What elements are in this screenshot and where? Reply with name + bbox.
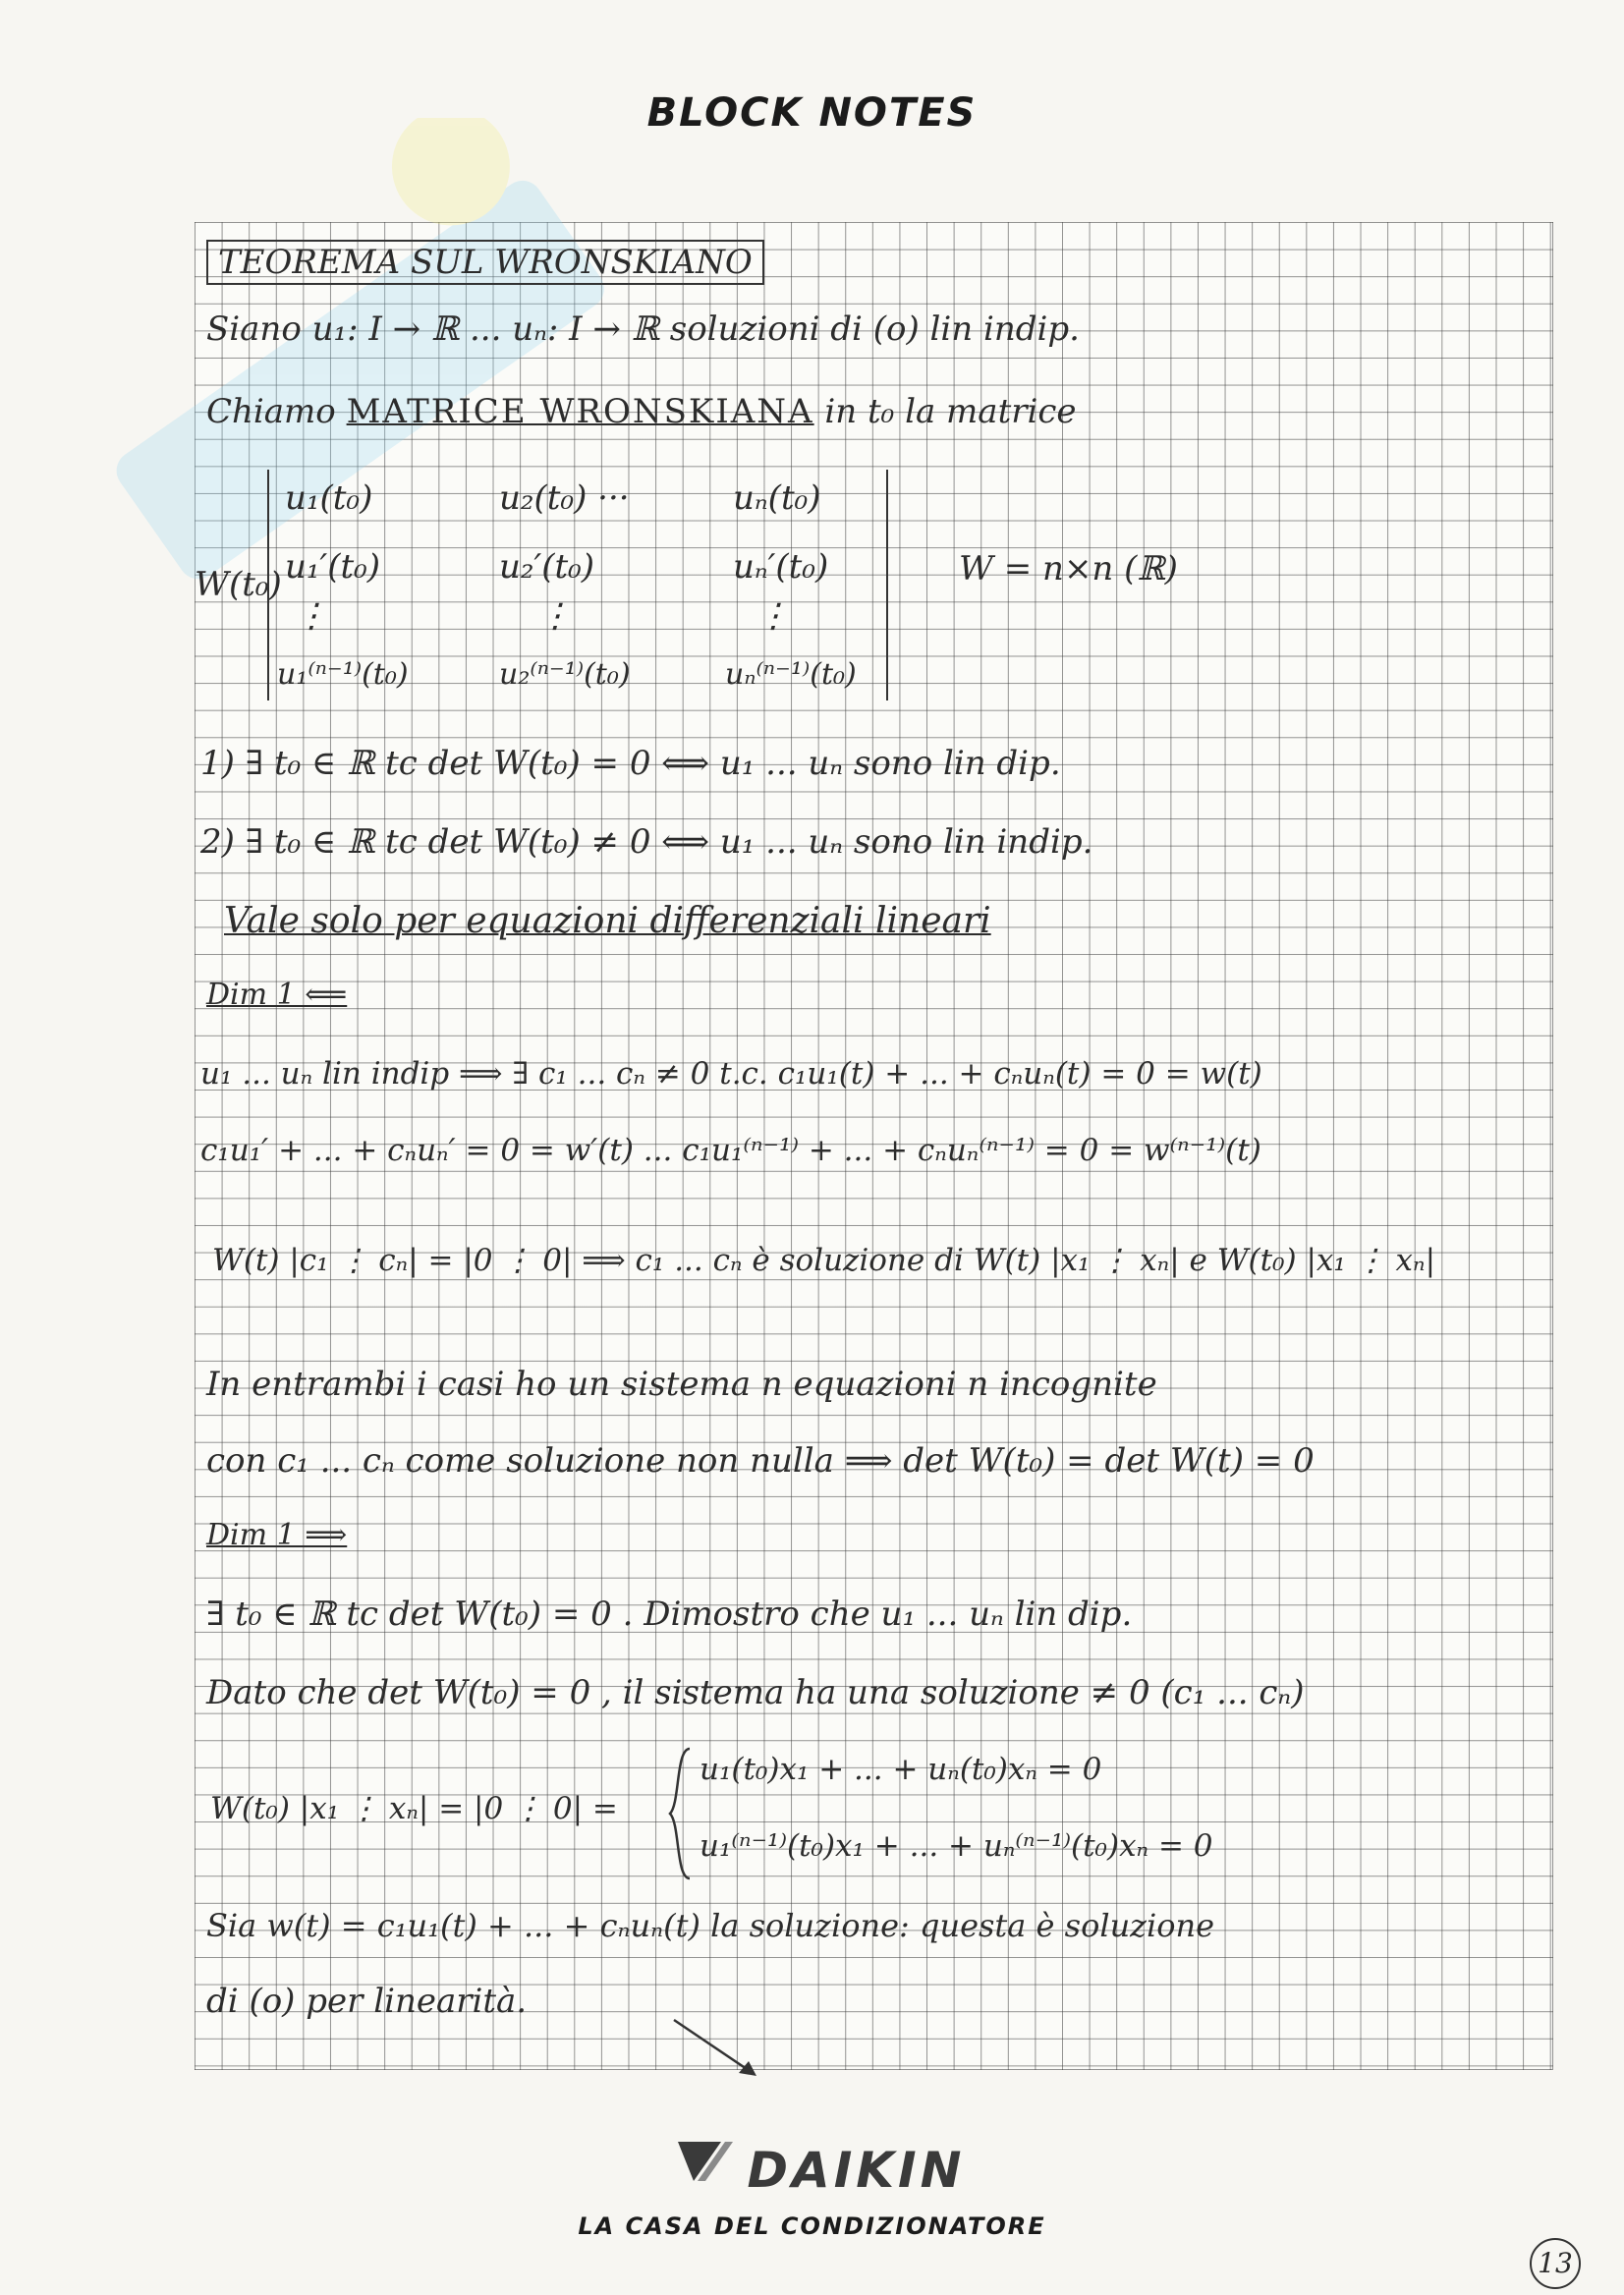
proof2-line3: Sia w(t) = c₁u₁(t) + ... + cₙuₙ(t) la soluzione: questa è soluzione (206, 1907, 1215, 1944)
proof1-line2: c₁u₁′ + ... + cₙuₙ′ = 0 = w′(t) ... c₁u₁⁽ⁿ⁻¹⁾ + ... + cₙuₙ⁽ⁿ⁻¹⁾ = 0 = w⁽ⁿ⁻¹⁾(t) (200, 1133, 1261, 1168)
matrix-left-bar (267, 470, 269, 700)
system-brace (664, 1745, 694, 1882)
matrix-cell: u₂′(t₀) (499, 547, 595, 587)
matrix-cell: u₁′(t₀) (285, 547, 381, 587)
notes-line2 (206, 392, 1077, 431)
page-number: 13 (1530, 2238, 1581, 2289)
proof2-system-eq2: u₁⁽ⁿ⁻¹⁾(t₀)x₁ + ... + uₙ⁽ⁿ⁻¹⁾(t₀)xₙ = 0 (700, 1828, 1213, 1864)
proof1-line1: u₁ ... uₙ lin indip ⟹ ∃ c₁ ... cₙ ≠ 0 t.c. c₁u₁(t) + ... + cₙuₙ(t) = 0 = w(t) (200, 1056, 1262, 1092)
remark: Vale solo per equazioni differenziali lineari (224, 901, 991, 941)
matrix-cell: ⋮ (538, 596, 572, 636)
matrix-cell: uₙ⁽ⁿ⁻¹⁾(t₀) (725, 657, 857, 692)
notes-line2-prefix: Chiamo (206, 392, 336, 431)
matrix-cell: u₂⁽ⁿ⁻¹⁾(t₀) (499, 657, 631, 692)
matrix-cell: u₂(t₀) ··· (499, 478, 630, 518)
matrix-label: W(t₀) (195, 565, 282, 604)
brand-tagline: LA CASA DEL CONDIZIONATORE (578, 2212, 1046, 2240)
matrix-cell: u₁⁽ⁿ⁻¹⁾(t₀) (277, 657, 409, 692)
arrow-icon (668, 2014, 766, 2083)
proof2-line2: Dato che det W(t₀) = 0 , il sistema ha una soluzione ≠ 0 (c₁ ... cₙ) (206, 1673, 1305, 1712)
wronskian-term: MATRICE WRONSKIANA (346, 392, 814, 431)
matrix-cell: u₁(t₀) (285, 478, 373, 518)
matrix-space: W = n×n (ℝ) (959, 549, 1178, 588)
proof1-line5: con c₁ ... cₙ come soluzione non nulla ⟹ det W(t₀) = det W(t) = 0 (206, 1441, 1315, 1481)
proof1-line4: In entrambi i casi ho un sistema n equazioni n incognite (206, 1365, 1157, 1404)
brand-name: DAIKIN (747, 2142, 966, 2199)
matrix-cell: uₙ(t₀) (733, 478, 821, 518)
proof2-line4: di (o) per linearità. (206, 1982, 528, 2021)
matrix-cell: ⋮ (295, 596, 328, 636)
proof2-system-eq1: u₁(t₀)x₁ + ... + uₙ(t₀)xₙ = 0 (700, 1752, 1102, 1787)
proof2-line1: ∃ t₀ ∈ ℝ tc det W(t₀) = 0 . Dimostro che u₁ ... uₙ lin dip. (206, 1595, 1133, 1634)
proof1-title: Dim 1 ⟸ (206, 978, 348, 1012)
notes-heading: TEOREMA SUL WRONSKIANO (206, 240, 764, 285)
notes-line1: Siano u₁: I → ℝ ... uₙ: I → ℝ soluzioni di (o) lin indip. (206, 309, 1080, 349)
proof1-line3: W(t) |c₁ ⋮ cₙ| = |0 ⋮ 0| ⟹ c₁ ... cₙ è soluzione di W(t) |x₁ ⋮ xₙ| e W(t₀) |x₁ ⋮ xₙ| (212, 1243, 1436, 1278)
matrix-cell: ⋮ (756, 596, 790, 636)
statement-2: 2) ∃ t₀ ∈ ℝ tc det W(t₀) ≠ 0 ⟺ u₁ ... uₙ sono lin indip. (200, 822, 1093, 862)
notes-line2-suffix: in t₀ la matrice (824, 392, 1077, 431)
proof2-system-lhs: W(t₀) |x₁ ⋮ xₙ| = |0 ⋮ 0| = (210, 1791, 618, 1826)
matrix-cell: uₙ′(t₀) (733, 547, 829, 587)
statement-1: 1) ∃ t₀ ∈ ℝ tc det W(t₀) = 0 ⟺ u₁ ... uₙ sono lin dip. (200, 744, 1061, 783)
matrix-right-bar (886, 470, 888, 700)
proof2-title: Dim 1 ⟹ (206, 1518, 348, 1552)
header-title: BLOCK NOTES (646, 90, 978, 136)
